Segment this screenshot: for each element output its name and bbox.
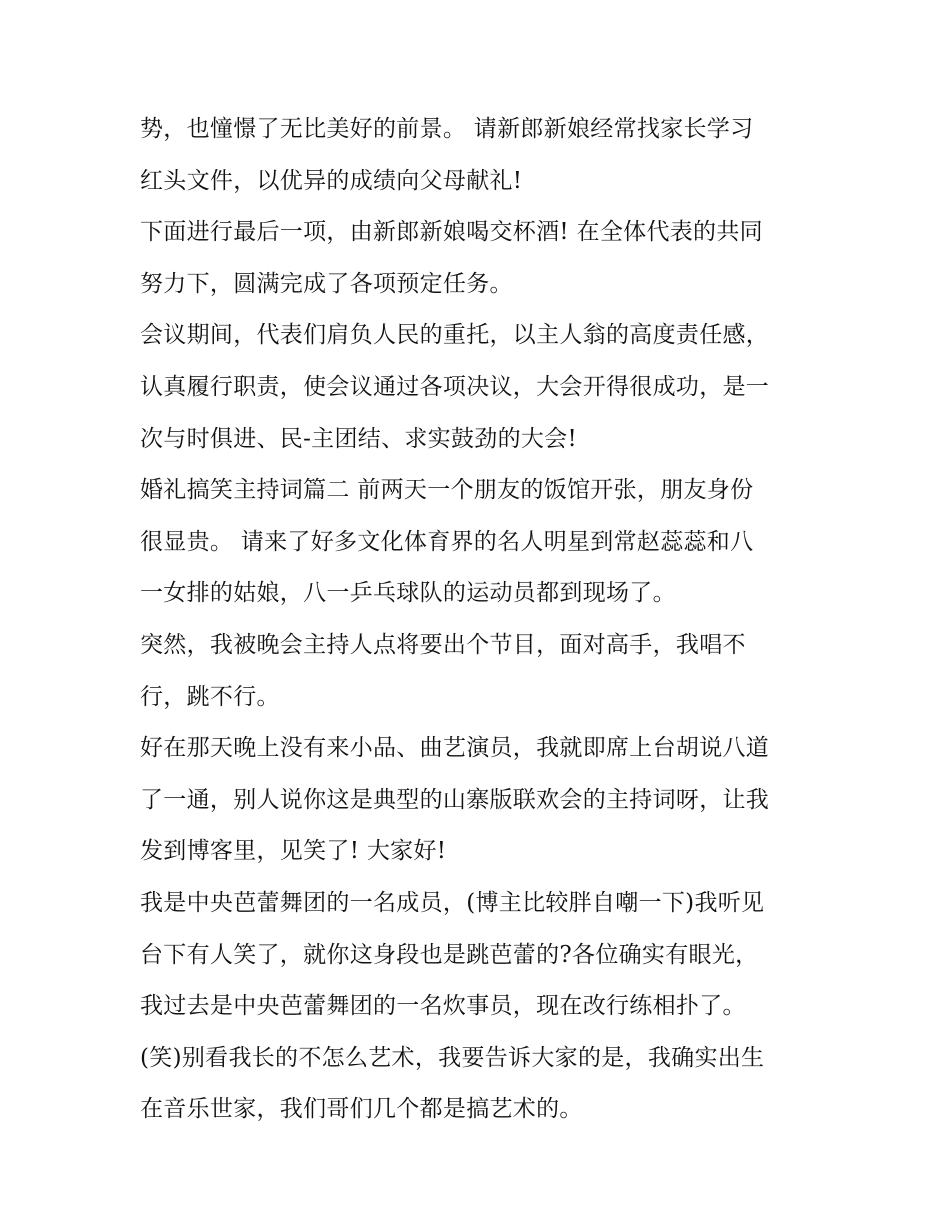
text-line: 好在那天晚上没有来小品、曲艺演员，我就即席上台胡说八道: [140, 735, 770, 762]
text-line: 次与时俱进、民-主团结、求实鼓劲的大会!: [140, 425, 578, 452]
text-line: 在音乐世家，我们哥们几个都是搞艺术的。: [140, 1096, 583, 1123]
text-line: 我过去是中央芭蕾舞团的一名炊事员，现在改行练相扑了。: [140, 993, 746, 1020]
text-line: 红头文件，以优异的成绩向父母献礼!: [140, 167, 523, 194]
text-line: 行，跳不行。: [140, 683, 280, 710]
text-line: 会议期间，代表们肩负人民的重托，以主人翁的高度责任感，: [140, 322, 770, 349]
text-line: 努力下，圆满完成了各项预定任务。: [140, 270, 513, 297]
text-line: 一女排的姑娘，八一乒乓球队的运动员都到现场了。: [140, 580, 676, 607]
text-line: 台下有人笑了，就你这身段也是跳芭蕾的?各位确实有眼光，: [140, 941, 759, 968]
text-line: 认真履行职责，使会议通过各项决议，大会开得很成功，是一: [140, 373, 770, 400]
text-line: 婚礼搞笑主持词篇二 前两天一个朋友的饭馆开张，朋友身份: [140, 477, 754, 504]
text-line: 突然，我被晚会主持人点将要出个节目，面对高手，我唱不: [140, 631, 746, 658]
text-line: 我是中央芭蕾舞团的一名成员，(博主比较胖自嘲一下)我听见: [140, 889, 765, 916]
text-line: 势，也憧憬了无比美好的前景。 请新郎新娘经常找家长学习: [140, 116, 754, 142]
text-line: 下面进行最后一项，由新郎新娘喝交杯酒! 在全体代表的共同: [140, 219, 763, 246]
text-line: 发到博客里，见笑了! 大家好!: [140, 838, 447, 865]
text-line: (笑)别看我长的不怎么艺术，我要告诉大家的是，我确实出生: [140, 1044, 765, 1071]
body-text: [140, 104, 840, 1136]
text-line: 很显贵。 请来了好多文化体育界的名人明星到常赵蕊蕊和八: [140, 528, 754, 555]
text-line: 了一通，别人说你这是典型的山寨版联欢会的主持词呀，让我: [140, 786, 770, 813]
